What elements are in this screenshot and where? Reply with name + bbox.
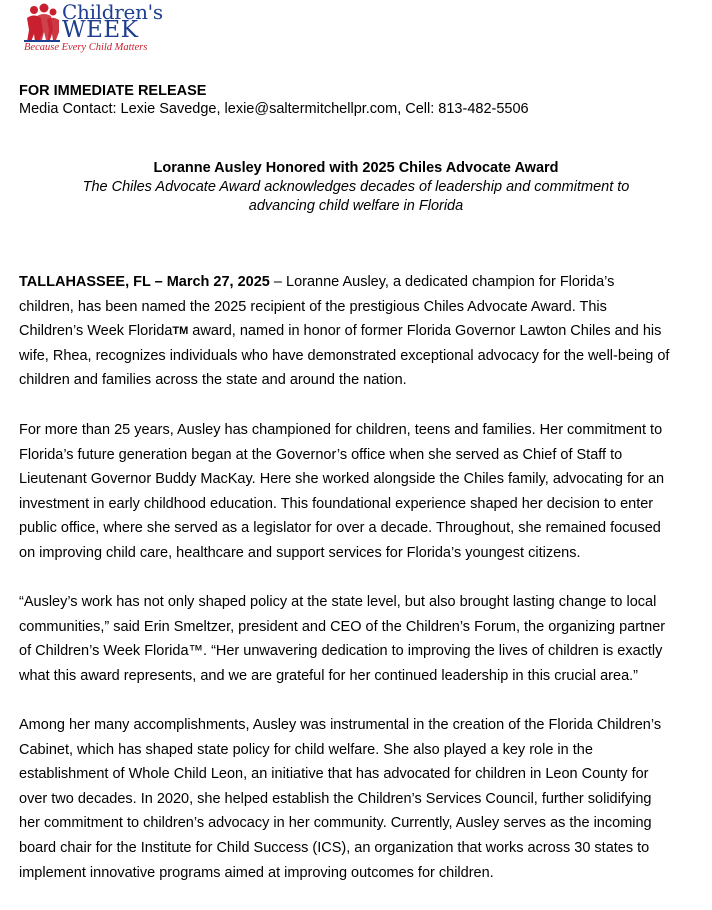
paragraph-line: over two decades. In 2020, she helped establish the Children’s Services Council, further solidifying xyxy=(19,790,652,807)
paragraph-line: establishment of Whole Child Leon, an initiative that has advocated for children in Leon County for xyxy=(19,766,649,783)
subtitle-line: advancing child welfare in Florida xyxy=(248,197,464,214)
paragraph-line: investment in early childhood education. This foundational experience shaped her decision to enter xyxy=(19,495,654,512)
trademark-mark: TM xyxy=(172,325,189,338)
logo-wordmark-childrens: Children's xyxy=(62,0,163,24)
paragraph-text: – Loranne Ausley, a dedicated champion for Florida’s xyxy=(269,274,615,290)
paragraph-text: award, named in honor of former Florida Governor Lawton Chiles and his xyxy=(188,323,662,340)
paragraph-line: Lieutenant Governor Buddy MacKay. Here she worked alongside the Chiles family, advocating for an xyxy=(19,471,665,488)
paragraph-line: Florida’s future generation began at the Governor’s office when she served as Chief of Staff to xyxy=(19,446,623,463)
paragraph-line: public office, where she served as a legislator for over a decade. Throughout, she remained focused xyxy=(19,520,661,537)
paragraph-quote xyxy=(19,590,691,688)
paragraph-line: communities,” said Erin Smeltzer, president and CEO of the Children’s Forum, the organizing partner xyxy=(19,618,666,635)
paragraph-line: “Ausley’s work has not only shaped policy at the state level, but also brought lasting change to local xyxy=(19,594,657,610)
paragraph-intro xyxy=(19,270,691,393)
headline-subtitle xyxy=(60,178,652,215)
paragraph-text: Children’s Week Florida xyxy=(19,323,173,340)
paragraph-line: her commitment to children’s advocacy in her community. Currently, Ausley serves as the incoming xyxy=(19,815,652,832)
children-figures-icon xyxy=(22,2,62,44)
paragraph-line: wife, Rhea, recognizes individuals who have demonstrated exceptional advocacy for the well-being of xyxy=(19,347,670,364)
paragraph-line: what this award represents, and we are grateful for her continued leadership in this crucial area.” xyxy=(19,667,638,684)
childrens-week-logo xyxy=(22,2,162,56)
media-contact: Media Contact: Lexie Savedge, lexie@saltermitchellpr.com, Cell: 813-482-5506 xyxy=(19,101,529,117)
paragraph-line: board chair for the Institute for Child Success (ICS), an organization that works across 30 states to xyxy=(19,839,650,856)
paragraph-line: Among her many accomplishments, Ausley was instrumental in the creation of the Florida Children’s xyxy=(19,717,662,733)
paragraph-line: of Children’s Week Florida™. “Her unwavering dedication to improving the lives of children is exactly xyxy=(19,643,663,660)
paragraph-line: on improving child care, healthcare and support services for Florida’s youngest citizens. xyxy=(19,544,581,561)
paragraph-accomplishments xyxy=(19,713,691,885)
paragraph-line: implement innovative programs aimed at improving outcomes for children. xyxy=(19,864,494,881)
dateline: TALLAHASSEE, FL – March 27, 2025 xyxy=(19,274,270,290)
paragraph-line: children and families across the state and around the nation. xyxy=(19,372,407,389)
paragraph-history xyxy=(19,418,691,566)
paragraph-line: children, has been named the 2025 recipient of the prestigious Chiles Advocate Award. This xyxy=(19,298,607,315)
subtitle-line: The Chiles Advocate Award acknowledges decades of leadership and commitment to xyxy=(82,179,630,195)
headline-title: Loranne Ausley Honored with 2025 Chiles Advocate Award xyxy=(153,160,559,176)
paragraph-line: For more than 25 years, Ausley has championed for children, teens and families. Her commitment to xyxy=(19,422,663,438)
paragraph-line xyxy=(19,270,691,295)
release-label: FOR IMMEDIATE RELEASE xyxy=(19,83,207,99)
logo-tagline: Because Every Child Matters xyxy=(24,42,148,53)
paragraph-line: Cabinet, which has shaped state policy for child welfare. She also played a key role in the xyxy=(19,741,593,758)
logo-wordmark-week: WEEK xyxy=(62,17,139,43)
paragraph-line xyxy=(19,319,691,344)
